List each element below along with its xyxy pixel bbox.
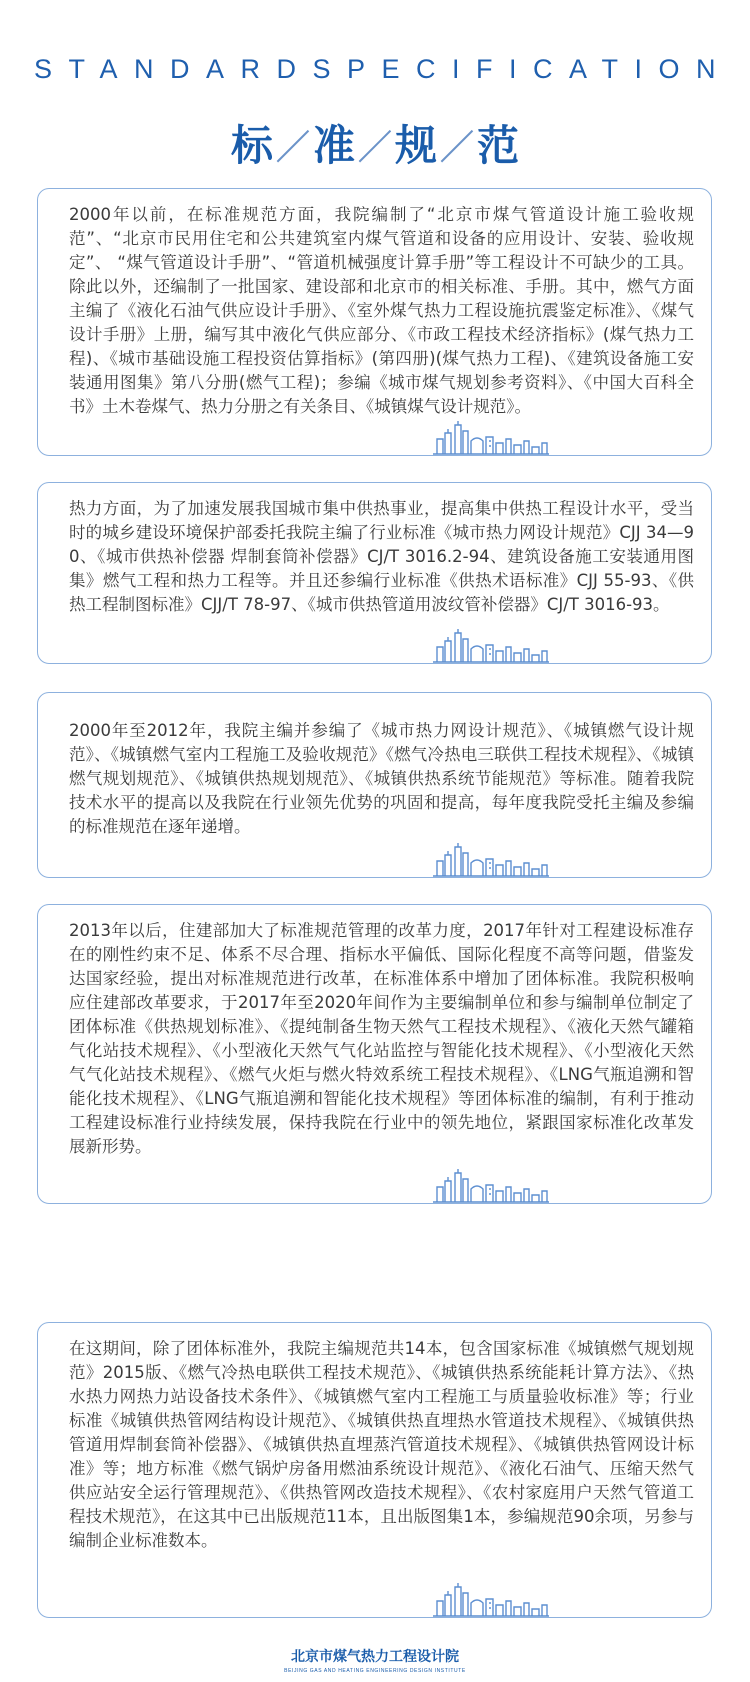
city-skyline-icon [431, 629, 551, 663]
card-paragraph: 在这期间，除了团体标准外，我院主编规范共14本，包含国家标准《城镇燃气规划规范》2015版、《燃气冷热电联供工程技术规范》、《城镇供热系统能耗计算方法》、《热水热力网热力站设备技术条件》、《城镇燃气室内工程施工与质量验收标准》等；行业标准《城镇供热管网结构设计规范》、《城镇供热直埋热水管道技术规程》、《城镇供热管道用焊制套筒补偿器》、《城镇供热直埋蒸汽管道技术规程》、《城镇供热管网设计标准》等；地方标准《燃气锅炉房备用燃油系统设计规范》、《液化石油气、压缩天然气供应站安全运行管理规范》、《供热管网改造技术规程》、《农村家庭用户天然气管道工程技术规范》，在这其中已出版规范11本，且出版图集1本，参编规范90余项，另参与编制企业标准数本。 [69, 1339, 694, 1550]
title-char-3: 规 [395, 121, 438, 170]
content-card-3 [37, 692, 712, 878]
title-slash-divider [355, 126, 395, 166]
content-card-1 [37, 188, 712, 456]
card-paragraph: 2013年以后，住建部加大了标准规范管理的改革力度，2017年针对工程建设标准存在的刚性约束不足、体系不尽合理、指标水平偏低、国际化程度不高等问题，借鉴发达国家经验，提出对标准规范进行改革，在标准体系中增加了团体标准。我院积极响应住建部改革要求，于2017年至2020年间作为主要编制单位和参与编制单位制定了团体标准《供热规划标准》、《提纯制备生物天然气工程技术规程》、《液化天然气罐箱气化站技术规程》、《小型液化天然气气化站监控与智能化技术规程》、《小型液化天然气气化站技术规程》、《燃气火炬与燃火特效系统工程技术规程》、《LNG气瓶追溯和智能化技术规程》、《LNG气瓶追溯和智能化技术规程》等团体标准的编制，有利于推动工程建设标准行业持续发展，保持我院在行业中的领先地位，紧跟国家标准化改革发展新形势。 [69, 921, 694, 1156]
institute-name-cn: 北京市煤气热力工程设计院 [291, 1649, 459, 1665]
title-slash-divider [437, 126, 477, 166]
title-char-2: 准 [312, 121, 355, 170]
institute-name-en: BEIJING GAS AND HEATING ENGINEERING DESIGN INSTITUTE [284, 1668, 466, 1674]
title-slash-divider [273, 126, 313, 166]
city-skyline-icon [431, 843, 551, 877]
card-paragraph: 2000年以前，在标准规范方面，我院编制了“北京市煤气管道设计施工验收规范”、“北京市民用住宅和公共建筑室内煤气管道和设备的应用设计、安装、验收规定”、 “煤气管道设计手册”、“管道机械强度计算手册”等工程设计不可缺少的工具。除此以外，还编制了一批国家、建设部和北京市的相关标准、手册。其中，燃气方面主编了《液化石油气供应设计手册》、《室外煤气热力工程设施抗震鉴定标准》、《煤气设计手册》上册，编写其中液化气供应部分、《市政工程技术经济指标》(煤气热力工程)、《城市基础设施工程投资估算指标》(第四册)(煤气热力工程)、《建筑设备施工安装通用图集》第八分册(燃气工程)；参编《城市煤气规划参考资料》、《中国大百科全书》土木卷煤气、热力分册之有关条目、《城镇煤气设计规范》。 [69, 205, 694, 416]
english-title: STANDARDSPECIFICATION [33, 54, 733, 84]
title-char-1: 标 [230, 121, 273, 170]
city-skyline-icon [431, 1169, 551, 1203]
city-skyline-icon [431, 421, 551, 455]
content-card-2 [37, 482, 712, 664]
title-char-4: 范 [477, 121, 520, 170]
section-title [0, 116, 750, 176]
city-skyline-icon [431, 1583, 551, 1617]
card-paragraph: 热力方面，为了加速发展我国城市集中供热事业，提高集中供热工程设计水平，受当时的城乡建设环境保护部委托我院主编了行业标准《城市热力网设计规范》CJJ 34—90、《城市供热补偿器 焊制套筒补偿器》CJ/T 3016.2-94、建筑设备施工安装通用图集》燃气工程和热力工程等。并且还参编行业标准《供热术语标准》CJJ 55-93、《供热工程制图标准》CJJ/T 78-97、《城市供热管道用波纹管补偿器》CJ/T 3016-93。 [69, 499, 694, 614]
card-paragraph: 2000年至2012年，我院主编并参编了《城市热力网设计规范》、《城镇燃气设计规范》、《城镇燃气室内工程施工及验收规范》《燃气冷热电三联供工程技术规程》、《城镇燃气规划规范》、《城镇供热规划规范》、《城镇供热系统节能规范》等标准。随着我院技术水平的提高以及我院在行业领先优势的巩固和提高，每年度我院受托主编及参编的标准规范在逐年递增。 [69, 721, 694, 836]
content-card-4 [37, 904, 712, 1204]
content-card-5 [37, 1322, 712, 1618]
